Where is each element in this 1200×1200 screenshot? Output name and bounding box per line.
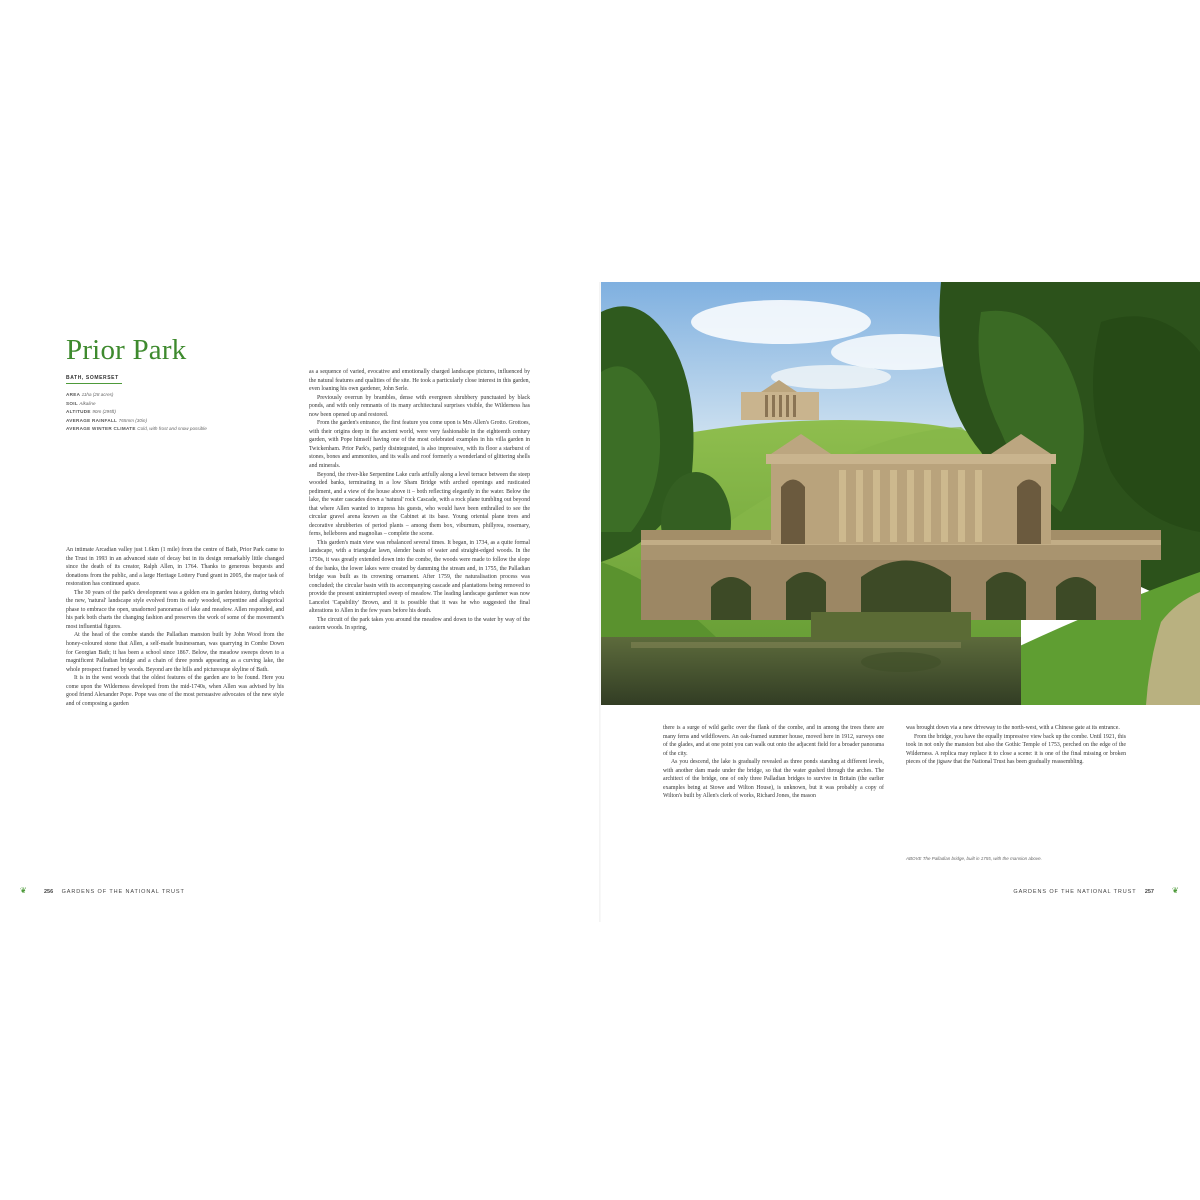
fact-key: SOIL: [66, 400, 80, 406]
fact-value: 11ha (28 acres): [81, 392, 114, 397]
body-paragraph: At the head of the combe stands the Palladian mansion built by John Wood from the honey-coloured stone that Allen, a self-made businessman, was quarrying in Combe Down for Georgian Bath; it has been a school since 1867. Below, the meadow sweeps down to a magnificent Palladian bridge and a chain of three ponds appearing as a curving lake, the whole prospect framed by woods. Beyond are the hills and picturesque skyline of Bath.: [66, 632, 284, 673]
fact-row: [66, 408, 266, 417]
palladian-bridge-photo: [601, 282, 1200, 705]
leaf-ornament-icon: ❦: [20, 886, 27, 895]
body-paragraph: The circuit of the park takes you around the meadow and down to the water by way of the eastern woods. In spring,: [309, 616, 530, 632]
body-paragraph: An intimate Arcadian valley just 1.6km (1 mile) from the centre of Bath, Prior Park came to the Trust in 1993 in an advanced state of decay but in its design remarkably little changed since the death of its creator, Ralph Allen, in 1764. Thanks to generous bequests and donations from the public, and a large Heritage Lottery Fund grant in 2005, the major task of restoration has continued apace.: [66, 547, 284, 588]
text-column-3: [663, 724, 884, 801]
fact-row: [66, 417, 266, 426]
fact-value: 90m (295ft): [92, 409, 116, 414]
body-paragraph: there is a surge of wild garlic over the flank of the combe, and in among the trees there are many ferns and wildflowers. An oak-framed summer house, moved here in 1912, surveys one of the glades, and at one point you can walk out onto the adjacent field for a broader panorama of the city.: [663, 725, 884, 757]
facts-list: [66, 391, 266, 434]
body-paragraph: From the garden's entrance, the first feature you come upon is Mrs Allen's Grotto. Grottoes, with their origins deep in the ancient world, were very fashionable in the eighteenth century garden, with Pope himself having one of the most celebrated examples in his villa garden in Twickenham. Prior Park's, partly disintegrated, is also impressive, with its floor a starburst of stones, bones and ammonites, and its walls and roof formerly a wonderland of glittering shells and minerals.: [309, 420, 530, 470]
body-paragraph: was brought down via a new driveway to the north-west, with a Chinese gate at its entrance.: [906, 725, 1120, 731]
fact-value: 765mm (30in): [118, 417, 147, 423]
text-column-1: [66, 546, 284, 708]
body-paragraph: It is in the west woods that the oldest features of the garden are to be found. Here you come upon the Wilderness developed from the mid-1740s, when Allen was advised by his good friend Alexander Pope. Pope was one of the most persuasive advocates of the new style and of composing a garden: [66, 675, 284, 707]
fact-value: Cold, with frost and snow possible: [137, 426, 207, 431]
leaf-ornament-icon: ❦: [1172, 886, 1179, 895]
fact-row: [66, 391, 266, 400]
body-paragraph: Previously overrun by brambles, dense with evergreen shrubbery punctuated by black ponds, and with only remnants of its many architectural surprises visible, the Wilderness has now been opened up and restored.: [309, 394, 530, 418]
running-head: GARDENS OF THE NATIONAL TRUST: [1013, 889, 1137, 895]
fact-row: [66, 425, 266, 434]
fact-value: Alkaline: [79, 400, 96, 406]
body-paragraph: as a sequence of varied, evocative and emotionally charged landscape pictures, influenced by the natural features and qualities of the site. He took a particularly close interest in this garden, even loaning his own gardener, John Serle.: [309, 369, 530, 393]
folio-left: [38, 889, 185, 895]
folio-right: [1013, 889, 1160, 895]
body-paragraph: Beyond, the river-like Serpentine Lake curls artfully along a level terrace between the steep wooded banks, terminating in a low Sham Bridge with arched openings and rusticated pediment, and a view of the house above it – both reflecting elegantly in the water. Below the lake, the water cascades down a 'natural' rock Cascade, with a rock plane tumbling out beyond that where Allen wanted to impress his guests, who would have been enthralled to see the circular gravel arena known as the Cabinet at its base. Young oriental plane trees and decorative shrubberies of period plants – among them box, viburnum, phillyrea, rosemary, ferns, hellebores and magnolias – complete the scene.: [309, 471, 530, 538]
page-title: Prior Park: [66, 334, 187, 366]
body-paragraph: As you descend, the lake is gradually revealed as three ponds standing at different levels, with another dam made under the bridge, so that the water gushed through the arches. The architect of the bridge, one of only three Palladian bridges to survive in Britain (the earlier examples being at Stowe and Wilton House), is unknown, but it was probably a copy of Wilton's built by Allen's clerk of works, Richard Jones, the mason: [663, 759, 884, 800]
fact-key: AVERAGE RAINFALL: [66, 417, 119, 423]
running-head: GARDENS OF THE NATIONAL TRUST: [61, 889, 185, 895]
fact-key: ALTITUDE: [66, 409, 93, 414]
photo-caption: ABOVE The Palladian bridge, built in 1755, with the mansion above.: [906, 856, 1042, 861]
page-number: 256: [44, 889, 54, 895]
page-number: 257: [1144, 889, 1154, 895]
body-paragraph: The 30 years of the park's development was a golden era in garden history, during which the new, 'natural' landscape style evolved from its early wooded, serpentine and allegorical phase to embrace the open, unadorned panoramas of lake and meadow. Allen responded, and his park both charts the changing fashion and preserves the work of some of the movement's most influential figures.: [66, 589, 284, 630]
title-rule: [66, 383, 122, 384]
fact-key: AVERAGE WINTER CLIMATE: [66, 426, 138, 431]
body-paragraph: From the bridge, you have the equally impressive view back up the combe. Until 1921, this took in not only the mansion but also the Gothic Temple of 1753, perched on the edge of the Wilderness. A replica may replace it to close a scene: it is one of the final missing or broken pieces of the jigsaw that the National Trust has been gradually reassembling.: [906, 733, 1126, 766]
fact-row: [66, 400, 266, 409]
region-label: BATH, SOMERSET: [66, 375, 119, 381]
fact-key: AREA: [66, 392, 82, 397]
text-column-4: [906, 724, 1126, 767]
text-column-2: [309, 368, 530, 633]
body-paragraph: This garden's main view was rebalanced several times. It began, in 1734, as a quite formal landscape, with a triangular lawn, slender basin of water and straight-edged woods. In the 1750s, it was greatly extended down into the combe, the woods were made to follow the slope of the banks, the lower lakes were created by damming the stream and, in 1755, the Palladian bridge was built as its crowning ornament. After 1759, the naturalisation process was concluded; the circular basin with its accompanying cascade and plantations being removed to provide the present uninterrupted sweep of meadow. The leading landscape gardener was now Lancelot 'Capability' Brown, and it is possible that it was he who suggested the final alterations to Allen in the few years before his death.: [309, 539, 530, 615]
